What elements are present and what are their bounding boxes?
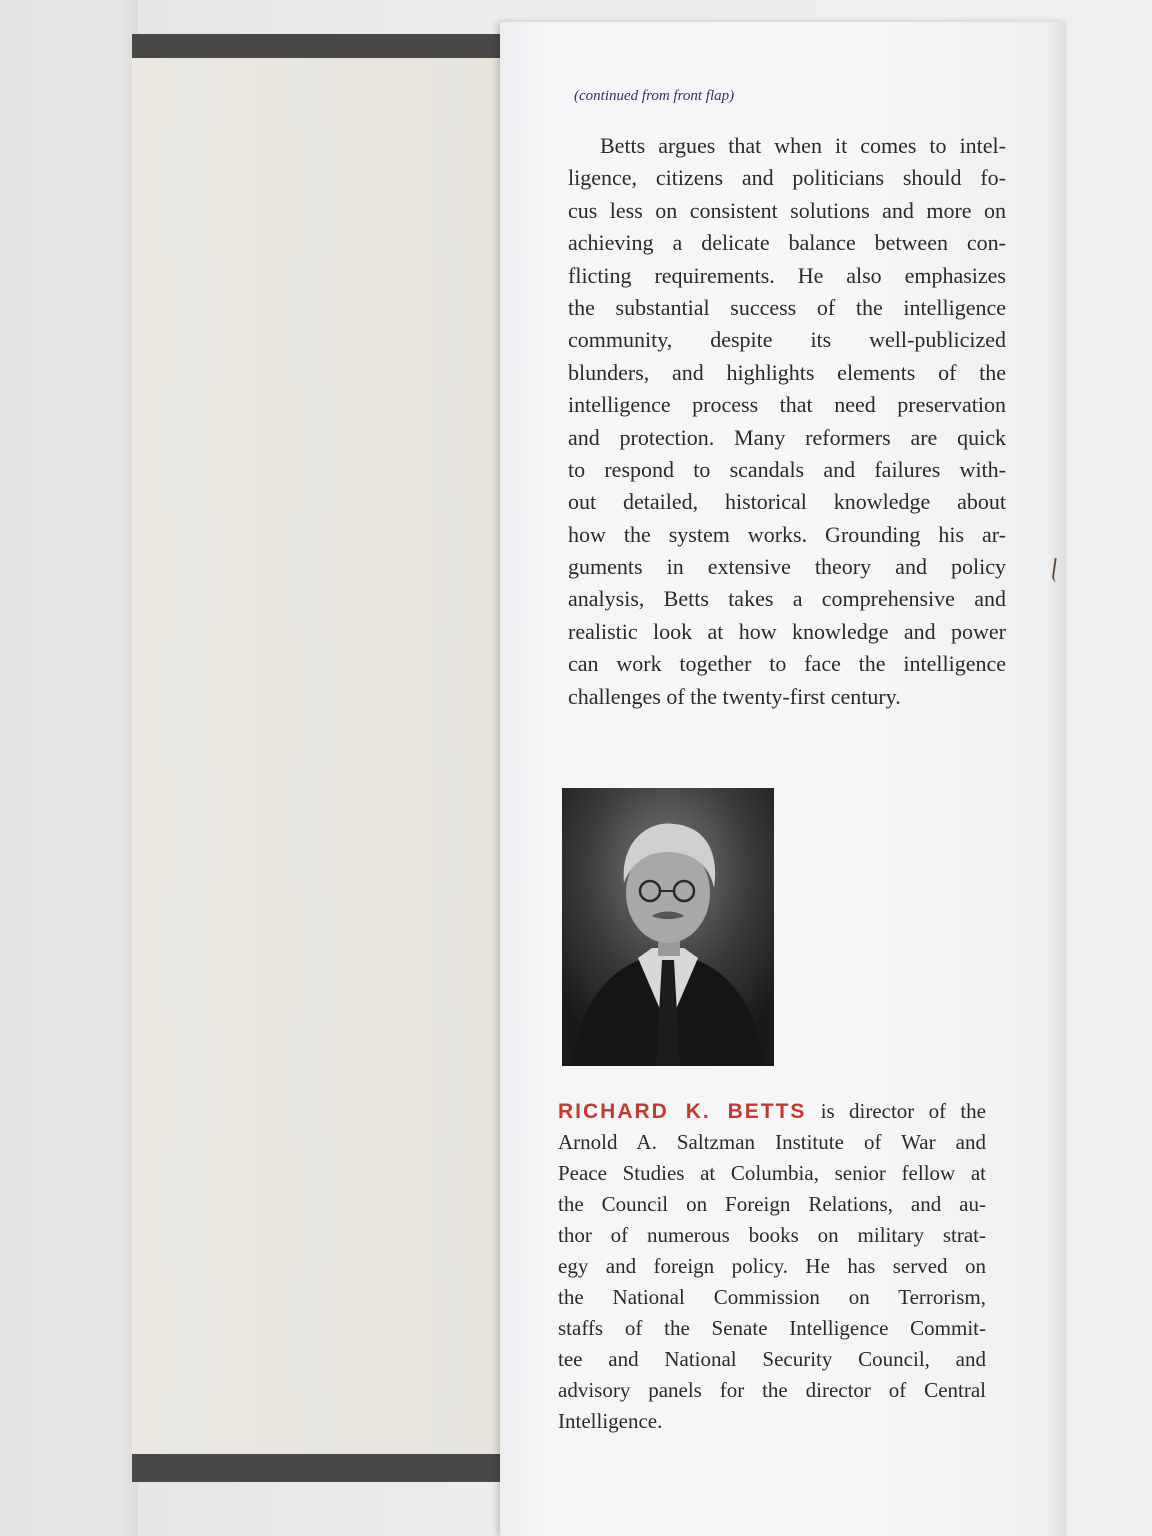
flap-fold-shadow (1046, 22, 1066, 1536)
blurb-line: challenges of the twenty-first century. (568, 683, 901, 709)
bio-line: Peace Studies at Columbia, senior fellow at (558, 1161, 986, 1185)
blurb-line: community, despite its well-publicized (568, 327, 1006, 353)
blurb-line: ligence, citizens and politicians should fo- (568, 165, 1006, 191)
author-portrait-illustration (562, 788, 774, 1066)
continued-note: (continued from front flap) (574, 88, 735, 104)
blurb-line: can work together to face the intelligence (568, 651, 1006, 677)
blurb-line: flicting requirements. He also emphasizes (568, 262, 1006, 288)
blurb-line: the substantial success of the intelligence (568, 294, 1006, 320)
bio-first-line-rest: is director of the (820, 1099, 987, 1123)
bio-line: advisory panels for the director of Central (558, 1378, 986, 1402)
blurb-line: analysis, Betts takes a comprehensive and (568, 586, 1006, 612)
blurb-line: blunders, and highlights elements of the (568, 359, 1006, 385)
blurb-line: out detailed, historical knowledge about (568, 489, 1006, 515)
blurb-line: and protection. Many reformers are quick (568, 424, 1006, 450)
bio-line: the Council on Foreign Relations, and au- (558, 1192, 986, 1216)
blurb-line: guments in extensive theory and policy (568, 554, 1006, 580)
blurb-line: Betts argues that when it comes to intel- (600, 133, 1006, 158)
bio-line: tee and National Security Council, and (558, 1347, 986, 1371)
author-photo (562, 788, 774, 1066)
blurb-line: to respond to scandals and failures with- (568, 456, 1006, 482)
blurb-line: realistic look at how knowledge and power (568, 618, 1006, 644)
bio-line: Intelligence. (558, 1409, 663, 1433)
blurb-line: achieving a delicate balance between con- (568, 230, 1006, 256)
flap-blurb (568, 130, 1006, 713)
bio-line: Arnold A. Saltzman Institute of War and (558, 1130, 986, 1154)
blurb-line: intelligence process that need preservation (568, 392, 1006, 418)
author-name: RICHARD K. BETTS (558, 1100, 807, 1123)
bio-line: the National Commission on Terrorism, (558, 1285, 986, 1309)
author-bio (558, 1096, 986, 1437)
bio-line: thor of numerous books on military strat- (558, 1223, 986, 1247)
blurb-line: how the system works. Grounding his ar- (568, 521, 1006, 547)
blurb-line: cus less on consistent solutions and more on (568, 197, 1006, 223)
bio-line: egy and foreign policy. He has served on (558, 1254, 986, 1278)
bio-line: staffs of the Senate Intelligence Commit- (558, 1316, 986, 1340)
endpaper-shading (132, 58, 512, 1454)
bio-first-line (558, 1096, 986, 1127)
